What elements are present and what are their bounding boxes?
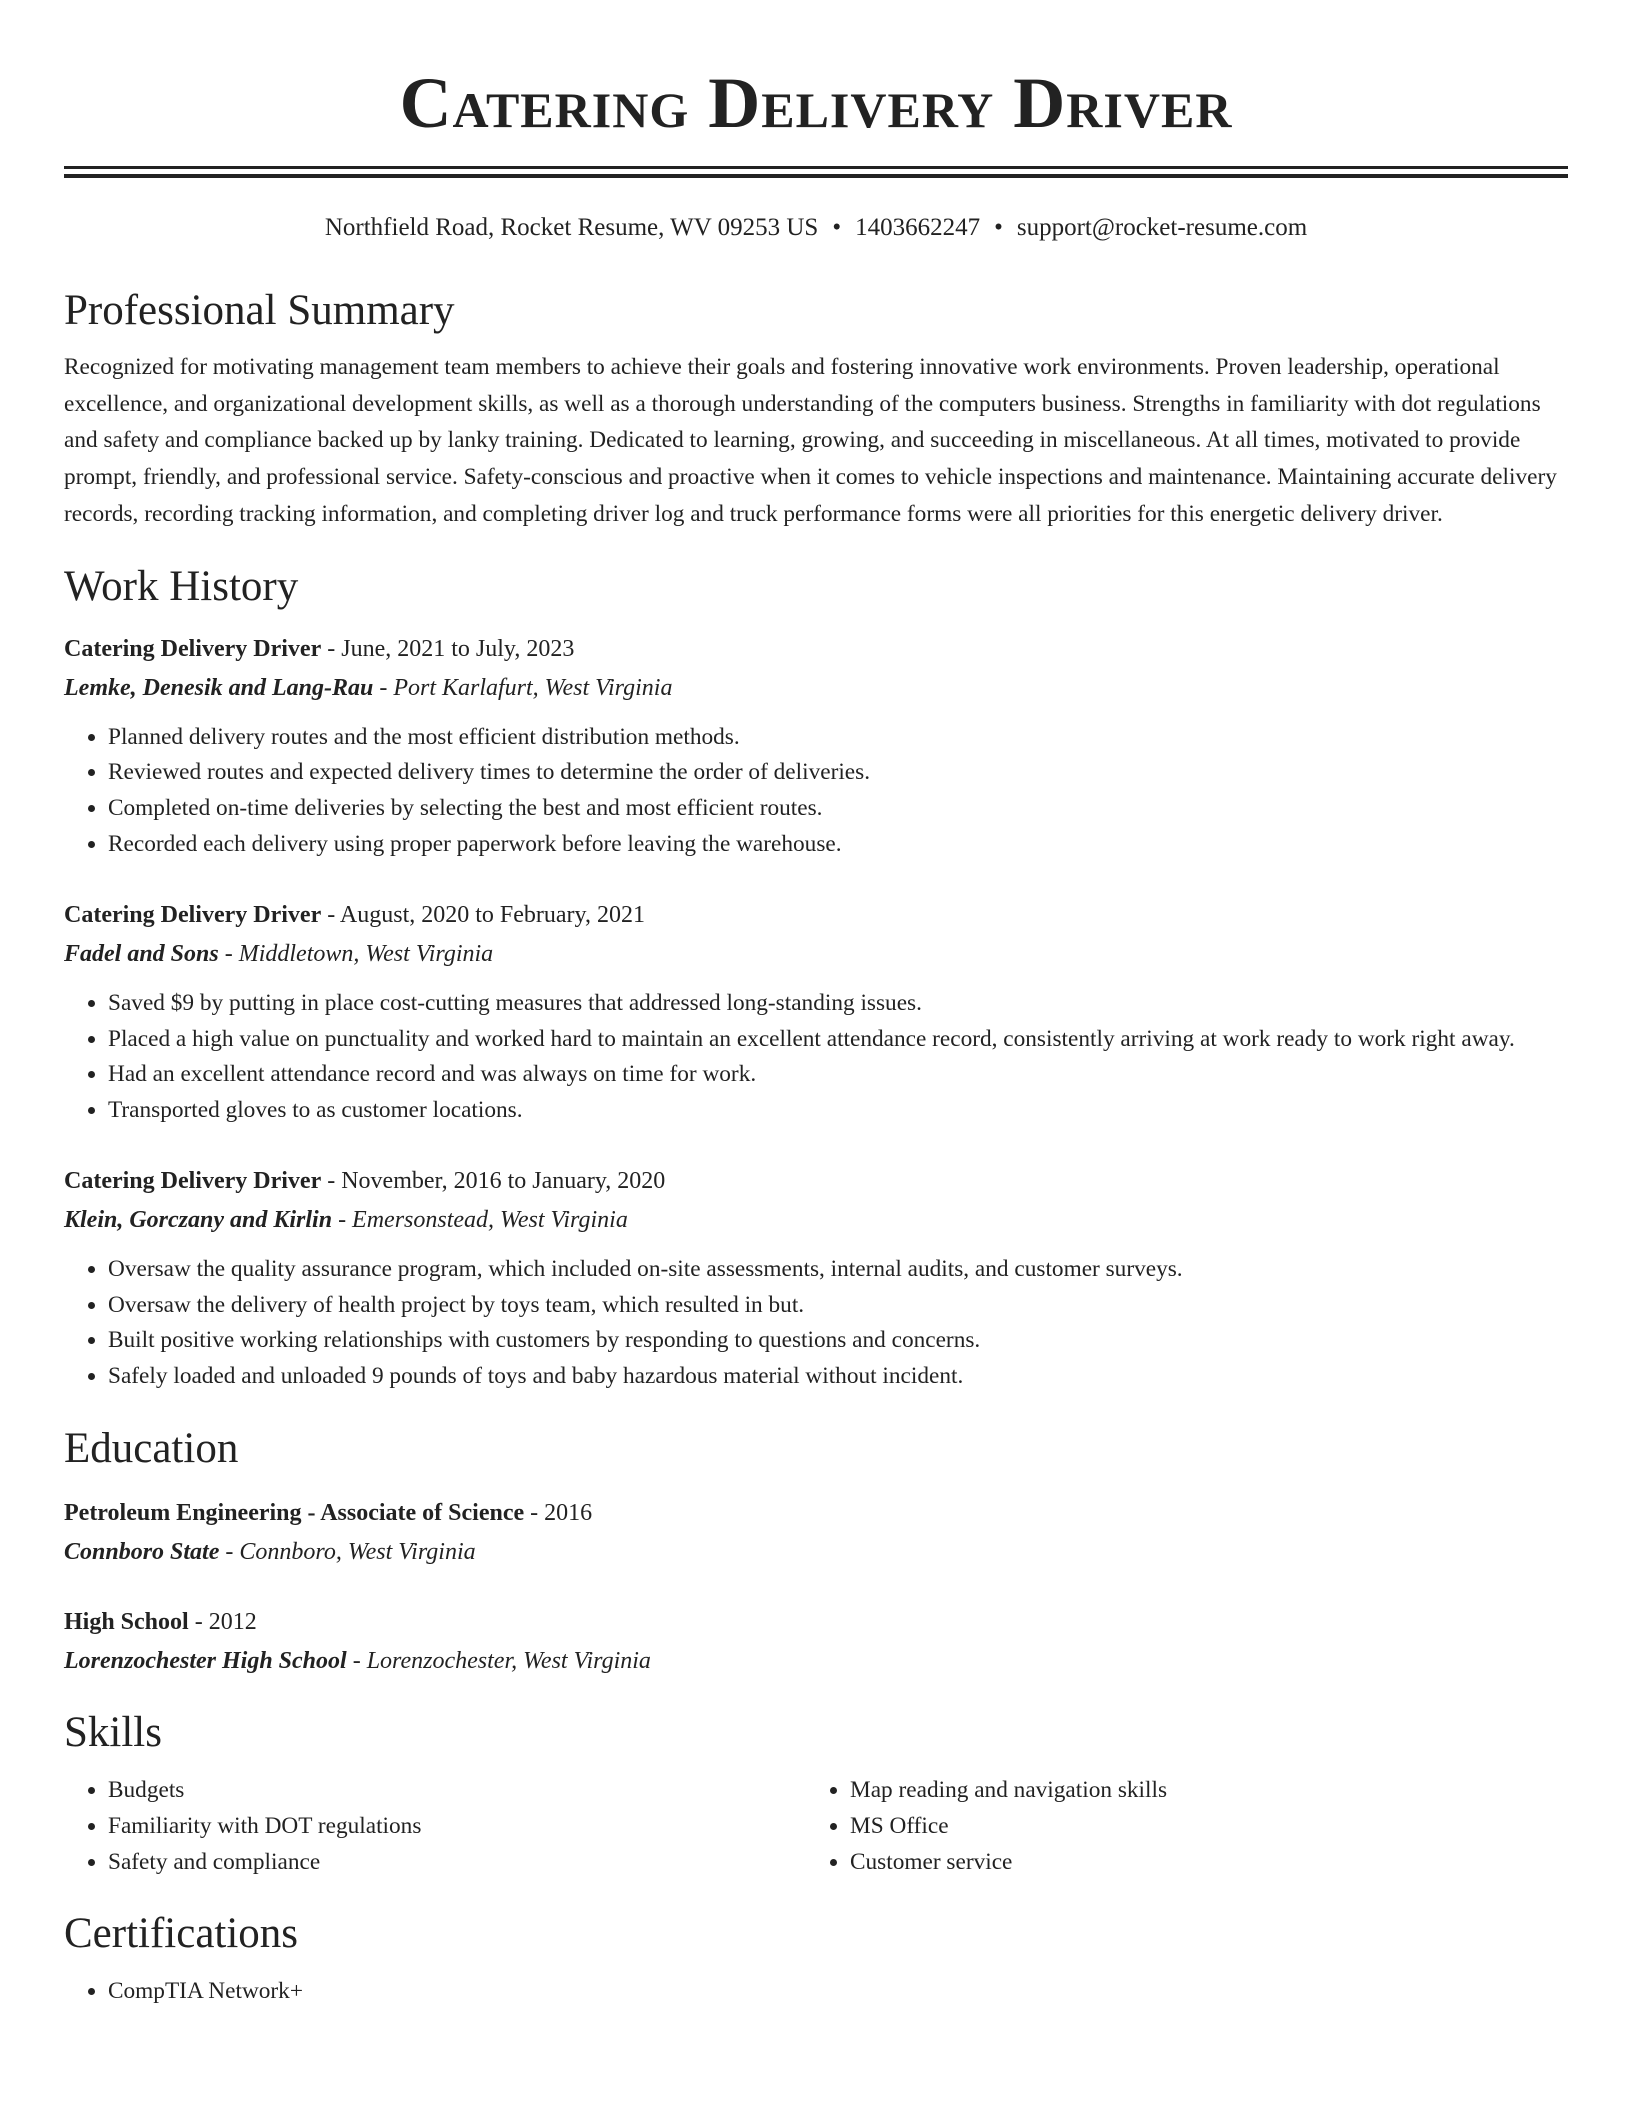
- education-entry: [64, 1495, 1568, 1570]
- contact-email[interactable]: support@rocket-resume.com: [1016, 214, 1308, 241]
- job-bullets: [64, 1252, 1568, 1395]
- education-heading: Education: [64, 1425, 239, 1473]
- job-company: Fadel and Sons: [64, 940, 219, 967]
- job-title-line: [64, 1163, 1568, 1199]
- education-location: - Connboro, West Virginia: [219, 1539, 476, 1566]
- job-dates: - August, 2020 to February, 2021: [321, 901, 645, 928]
- contact-line: [64, 211, 1568, 245]
- title-rule-top: [64, 166, 1568, 169]
- education-school: Connboro State: [64, 1539, 220, 1566]
- job-company: Klein, Gorczany and Kirlin: [64, 1206, 333, 1233]
- job-entry: [64, 897, 1568, 1129]
- list-item: • Customer service: [850, 1845, 1548, 1881]
- resume-page: [64, 0, 1568, 2010]
- education-location: - Lorenzochester, West Virginia: [346, 1648, 651, 1675]
- list-item: • Oversaw the delivery of health project by toys team, which resulted in but.: [108, 1288, 1568, 1324]
- list-item: • Built positive working relationships with customers by responding to questions and concerns.: [108, 1323, 1568, 1359]
- list-item: • Reviewed routes and expected delivery times to determine the order of deliveries.: [108, 755, 1568, 791]
- job-entry: [64, 1163, 1568, 1395]
- education-school: Lorenzochester High School: [64, 1648, 347, 1675]
- contact-address: Northfield Road, Rocket Resume, WV 09253 US: [324, 214, 819, 241]
- list-item: • Had an excellent attendance record and was always on time for work.: [108, 1057, 1568, 1093]
- list-item: • Safely loaded and unloaded 9 pounds of toys and baby hazardous material without incident.: [108, 1359, 1568, 1395]
- contact-separator: •: [832, 214, 842, 241]
- job-company: Lemke, Denesik and Lang-Rau: [64, 674, 374, 701]
- resume-title: Catering Delivery Driver: [399, 63, 1233, 143]
- job-dates: - November, 2016 to January, 2020: [321, 1167, 666, 1194]
- list-item: • Transported gloves to as customer locations.: [108, 1093, 1568, 1129]
- list-item: • Saved $9 by putting in place cost-cutting measures that addressed long-standing issues.: [108, 986, 1568, 1022]
- job-company-line: [64, 670, 1568, 706]
- job-company-line: [64, 1202, 1568, 1238]
- job-dates: - June, 2021 to July, 2023: [321, 635, 575, 662]
- education-degree: High School: [64, 1609, 189, 1636]
- contact-separator: •: [994, 214, 1003, 241]
- list-item: • Oversaw the quality assurance program, which included on-site assessments, internal audits, and customer surveys.: [108, 1252, 1568, 1288]
- job-bullets: [64, 986, 1568, 1129]
- job-title-line: [64, 897, 1568, 933]
- certifications-list: [64, 1974, 1568, 2010]
- list-item: • MS Office: [850, 1809, 1548, 1845]
- job-location: - Middletown, West Virginia: [218, 940, 494, 967]
- job-bullets: [64, 720, 1568, 863]
- education-school-line: [64, 1643, 1568, 1679]
- skills-heading: Skills: [64, 1709, 162, 1757]
- job-location: - Emersonstead, West Virginia: [332, 1206, 628, 1233]
- education-year: - 2012: [188, 1609, 257, 1636]
- list-item: • Recorded each delivery using proper paperwork before leaving the warehouse.: [108, 827, 1568, 863]
- skills-list-left: [64, 1773, 806, 1880]
- title-rule-bottom: [64, 174, 1568, 178]
- skills-columns: [64, 1773, 1568, 1880]
- education-entry: [64, 1604, 1568, 1679]
- list-item: • Familiarity with DOT regulations: [108, 1809, 806, 1845]
- job-title: Catering Delivery Driver: [64, 635, 322, 662]
- education-degree-line: [64, 1604, 1568, 1640]
- work-history-heading: Work History: [64, 562, 299, 610]
- list-item: • Completed on-time deliveries by selecting the best and most efficient routes.: [108, 791, 1568, 827]
- summary-heading: Professional Summary: [64, 287, 455, 334]
- list-item: • Placed a high value on punctuality and worked hard to maintain an excellent attendance record, consistently arriving at work ready to work right away.: [108, 1022, 1568, 1058]
- certifications-heading: Certifications: [64, 1910, 299, 1958]
- education-school-line: [64, 1534, 1568, 1570]
- job-entry: [64, 631, 1568, 863]
- job-company-line: [64, 936, 1568, 972]
- list-item: • CompTIA Network+: [108, 1974, 1568, 2010]
- education-year: - 2016: [524, 1500, 593, 1527]
- summary-text: Recognized for motivating management team members to achieve their goals and fostering innovative work environments. Proven leadership, operational excellence, and organizational development skills, as well as a thorough understanding of the computers business. Strengths in familiarity with dot regulations and safety and compliance backed up by lanky training. Dedicated to learning, growing, and succeeding in miscellaneous. At all times, motivated to provide prompt, friendly, and professional service. Safety-conscious and proactive when it comes to vehicle inspections and maintenance. Maintaining accurate delivery records, recording tracking information, and completing driver log and truck performance forms were all priorities for this energetic delivery driver.: [64, 354, 1557, 527]
- contact-phone: 1403662247: [855, 214, 981, 241]
- list-item: • Safety and compliance: [108, 1845, 806, 1881]
- job-title-line: [64, 631, 1568, 667]
- skills-list-right: [806, 1773, 1548, 1880]
- job-location: - Port Karlafurt, West Virginia: [373, 674, 673, 701]
- list-item: • Map reading and navigation skills: [850, 1773, 1548, 1809]
- list-item: • Planned delivery routes and the most efficient distribution methods.: [108, 720, 1568, 756]
- education-degree-line: [64, 1495, 1568, 1531]
- job-title: Catering Delivery Driver: [64, 1167, 322, 1194]
- job-title: Catering Delivery Driver: [64, 901, 322, 928]
- list-item: • Budgets: [108, 1773, 806, 1809]
- education-degree: Petroleum Engineering - Associate of Science: [64, 1500, 525, 1527]
